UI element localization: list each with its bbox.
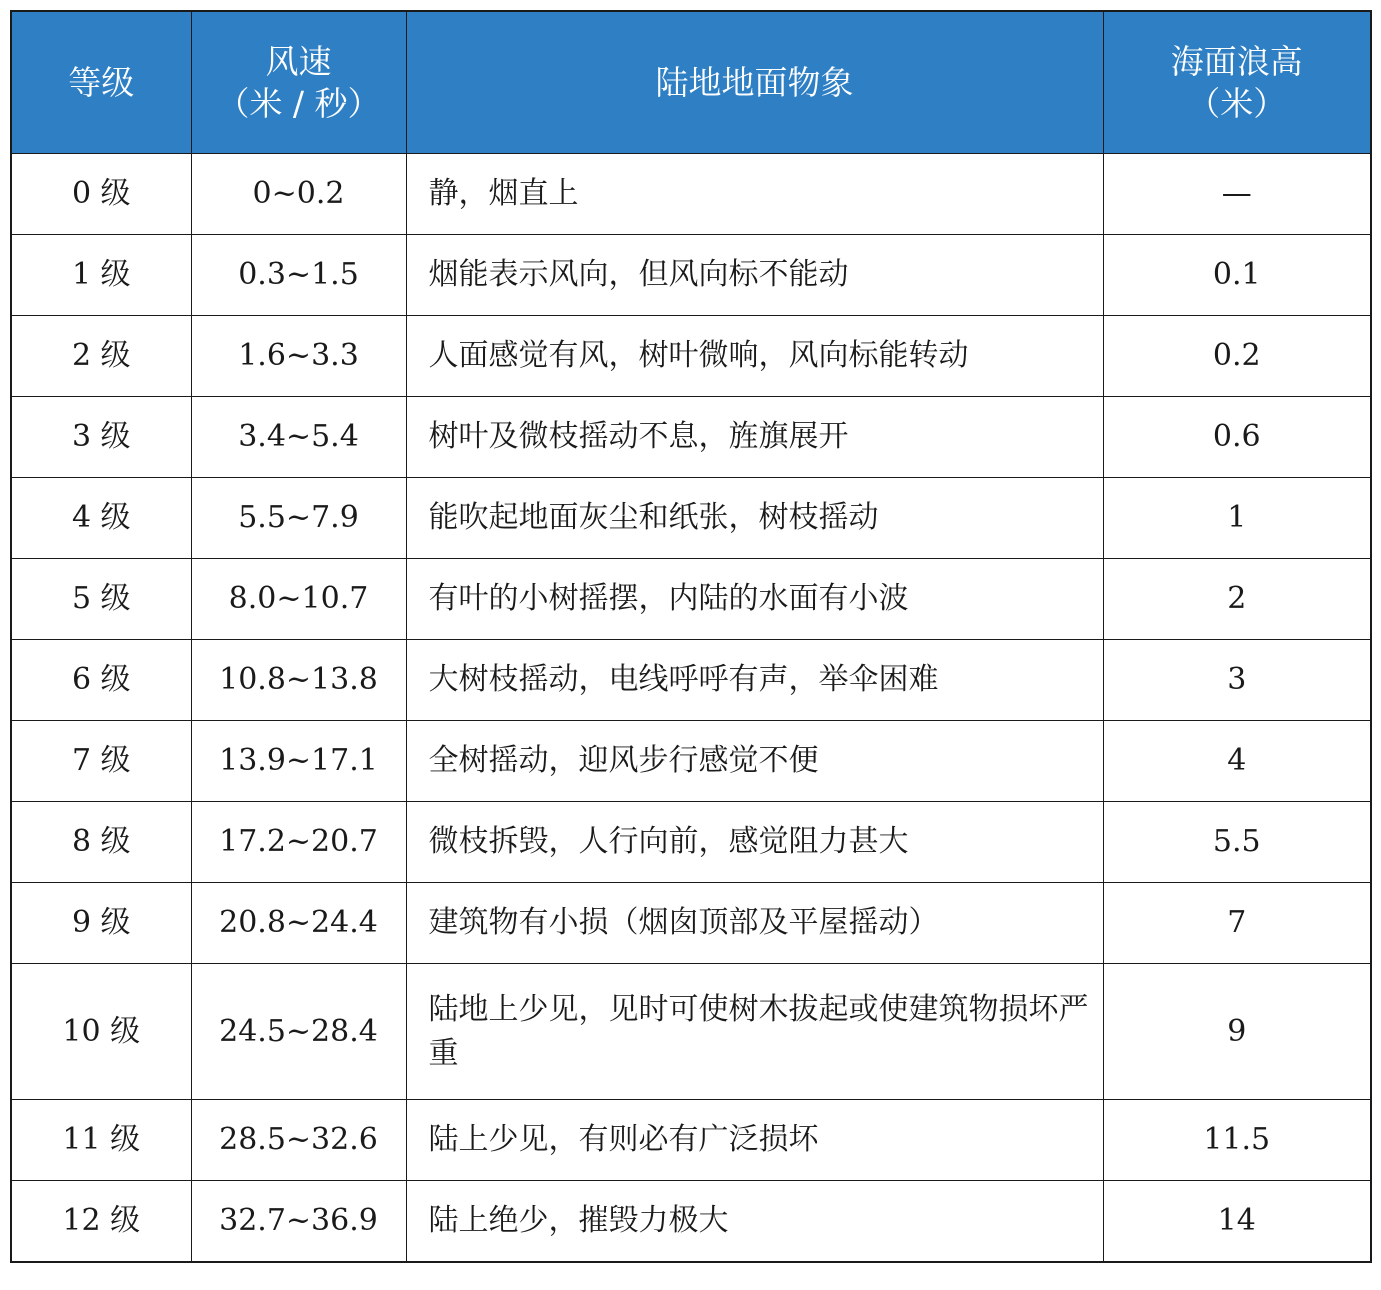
cell-phenomena: 全树摇动，迎风步行感觉不便 bbox=[406, 721, 1103, 802]
cell-speed: 24.5~28.4 bbox=[191, 964, 406, 1100]
header-wind-speed: 风速 （米 / 秒） bbox=[191, 11, 406, 154]
cell-speed: 17.2~20.7 bbox=[191, 802, 406, 883]
table-row bbox=[11, 478, 1371, 559]
cell-wave: 0.1 bbox=[1103, 235, 1371, 316]
cell-speed: 28.5~32.6 bbox=[191, 1100, 406, 1181]
table-row bbox=[11, 1100, 1371, 1181]
table-row bbox=[11, 316, 1371, 397]
table-row bbox=[11, 235, 1371, 316]
cell-speed: 1.6~3.3 bbox=[191, 316, 406, 397]
cell-level: 7 级 bbox=[11, 721, 191, 802]
cell-level: 5 级 bbox=[11, 559, 191, 640]
cell-level: 1 级 bbox=[11, 235, 191, 316]
cell-level: 11 级 bbox=[11, 1100, 191, 1181]
cell-wave: 14 bbox=[1103, 1181, 1371, 1263]
cell-wave: 1 bbox=[1103, 478, 1371, 559]
cell-phenomena: 树叶及微枝摇动不息，旌旗展开 bbox=[406, 397, 1103, 478]
cell-wave: — bbox=[1103, 154, 1371, 235]
table-row bbox=[11, 721, 1371, 802]
cell-level: 0 级 bbox=[11, 154, 191, 235]
cell-wave: 11.5 bbox=[1103, 1100, 1371, 1181]
table-row bbox=[11, 559, 1371, 640]
cell-wave: 5.5 bbox=[1103, 802, 1371, 883]
table-row bbox=[11, 883, 1371, 964]
cell-speed: 20.8~24.4 bbox=[191, 883, 406, 964]
cell-phenomena: 能吹起地面灰尘和纸张，树枝摇动 bbox=[406, 478, 1103, 559]
header-level: 等级 bbox=[11, 11, 191, 154]
header-row bbox=[11, 11, 1371, 154]
cell-phenomena: 建筑物有小损（烟囱顶部及平屋摇动） bbox=[406, 883, 1103, 964]
header-land-phenomena: 陆地地面物象 bbox=[406, 11, 1103, 154]
cell-speed: 0.3~1.5 bbox=[191, 235, 406, 316]
cell-phenomena: 人面感觉有风，树叶微响，风向标能转动 bbox=[406, 316, 1103, 397]
cell-phenomena: 微枝拆毁，人行向前，感觉阻力甚大 bbox=[406, 802, 1103, 883]
table-row bbox=[11, 964, 1371, 1100]
cell-level: 3 级 bbox=[11, 397, 191, 478]
cell-phenomena: 大树枝摇动，电线呼呼有声，举伞困难 bbox=[406, 640, 1103, 721]
cell-speed: 13.9~17.1 bbox=[191, 721, 406, 802]
cell-phenomena: 烟能表示风向，但风向标不能动 bbox=[406, 235, 1103, 316]
cell-speed: 3.4~5.4 bbox=[191, 397, 406, 478]
table-row bbox=[11, 802, 1371, 883]
cell-level: 12 级 bbox=[11, 1181, 191, 1263]
cell-phenomena: 陆地上少见，见时可使树木拔起或使建筑物损坏严重 bbox=[406, 964, 1103, 1100]
cell-level: 4 级 bbox=[11, 478, 191, 559]
cell-level: 9 级 bbox=[11, 883, 191, 964]
cell-speed: 32.7~36.9 bbox=[191, 1181, 406, 1263]
wind-scale-table bbox=[10, 10, 1372, 1263]
cell-phenomena: 有叶的小树摇摆，内陆的水面有小波 bbox=[406, 559, 1103, 640]
table-row bbox=[11, 397, 1371, 478]
cell-speed: 8.0~10.7 bbox=[191, 559, 406, 640]
cell-level: 10 级 bbox=[11, 964, 191, 1100]
cell-wave: 9 bbox=[1103, 964, 1371, 1100]
cell-phenomena: 陆上少见，有则必有广泛损坏 bbox=[406, 1100, 1103, 1181]
cell-wave: 4 bbox=[1103, 721, 1371, 802]
cell-wave: 2 bbox=[1103, 559, 1371, 640]
header-wave-height: 海面浪高 （米） bbox=[1103, 11, 1371, 154]
cell-wave: 3 bbox=[1103, 640, 1371, 721]
cell-wave: 7 bbox=[1103, 883, 1371, 964]
table-row bbox=[11, 154, 1371, 235]
cell-phenomena: 静，烟直上 bbox=[406, 154, 1103, 235]
cell-wave: 0.6 bbox=[1103, 397, 1371, 478]
cell-level: 2 级 bbox=[11, 316, 191, 397]
cell-wave: 0.2 bbox=[1103, 316, 1371, 397]
table-row bbox=[11, 640, 1371, 721]
cell-level: 6 级 bbox=[11, 640, 191, 721]
cell-speed: 0~0.2 bbox=[191, 154, 406, 235]
cell-level: 8 级 bbox=[11, 802, 191, 883]
cell-speed: 10.8~13.8 bbox=[191, 640, 406, 721]
table-row bbox=[11, 1181, 1371, 1263]
cell-speed: 5.5~7.9 bbox=[191, 478, 406, 559]
cell-phenomena: 陆上绝少，摧毁力极大 bbox=[406, 1181, 1103, 1263]
